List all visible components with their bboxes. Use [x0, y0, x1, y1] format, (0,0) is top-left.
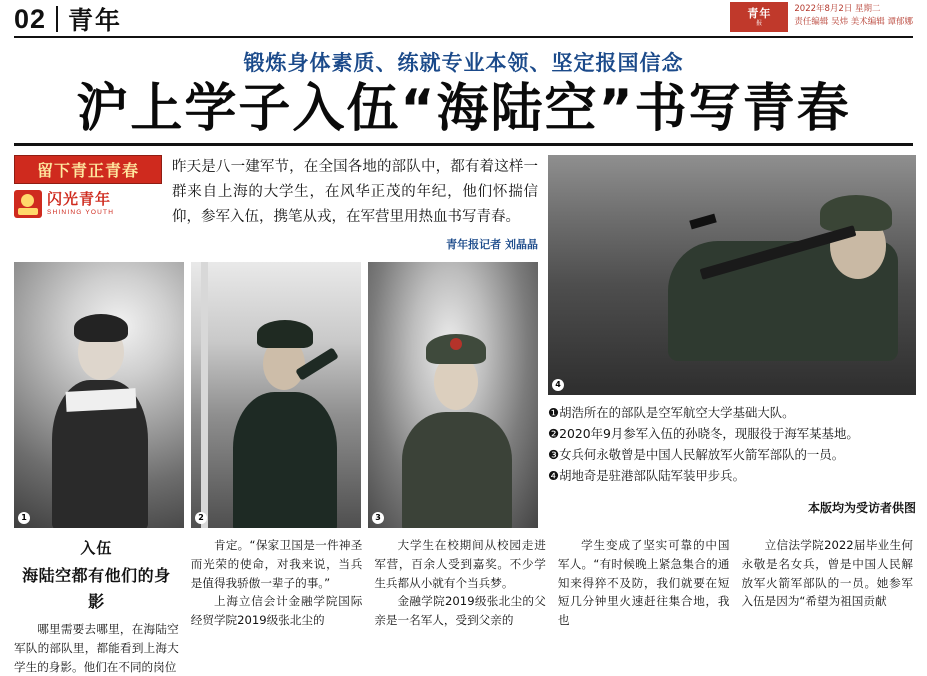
- shining-youth-badge: [14, 190, 160, 218]
- photo-3-cap-badge: [450, 338, 462, 350]
- upper-section: [14, 155, 916, 528]
- subsection-title: [14, 536, 179, 615]
- photo-credit: 本版均为受访者供图: [807, 500, 916, 515]
- shining-youth-en: SHINING YOUTH: [47, 209, 115, 217]
- photo-2-cap: [257, 320, 313, 348]
- article-column-4: [558, 536, 730, 676]
- column-3-paragraph-1: 大学生在校期间从校园走进军营，百余人受到嘉奖。不少学生兵都从小就有个当兵梦。: [374, 537, 546, 590]
- subsection-title-line2: 海陆空都有他们的身影: [22, 566, 171, 612]
- shining-youth-icon: [14, 190, 42, 218]
- article-column-5: [741, 536, 913, 676]
- column-2-paragraph-1: 肯定。“保家卫国是一件神圣而光荣的使命，对我来说，当兵是值得我骄傲一辈子的事。”: [190, 537, 363, 590]
- article-columns: [14, 536, 913, 676]
- photo-2-figure: [233, 392, 337, 528]
- photo-strip: [14, 262, 538, 528]
- logo-main-text: 青年: [747, 6, 772, 20]
- column-badge: 留下青正青春: [14, 155, 162, 184]
- badge-group: [14, 155, 160, 218]
- column-1-paragraph-1: 哪里需要去哪里，在海陆空军队的部队里，都能看到上海大学生的身影。他们在不同的岗位: [14, 622, 179, 674]
- caption-item-4: ❹胡地奇是驻港部队陆军装甲步兵。: [548, 468, 745, 484]
- byline: 青年报记者 刘晶晶: [446, 237, 538, 251]
- article-column-1: [14, 536, 179, 676]
- article-column-3: [374, 536, 546, 676]
- subsection-title-line1: 入伍: [80, 538, 113, 557]
- photo-1: [14, 262, 184, 528]
- headline-rule: [14, 143, 913, 146]
- caption-item-2: ❷2020年9月参军入伍的孙晓冬，现服役于海军某基地。: [548, 426, 859, 442]
- logo-sub-text: 报: [756, 20, 763, 27]
- photo-3-number: 3: [372, 512, 384, 524]
- masthead-divider: [56, 6, 58, 32]
- article-column-2: [191, 536, 363, 676]
- photo-2: [191, 262, 361, 528]
- photo-1-number: 1: [18, 512, 30, 524]
- photo-1-collar: [66, 388, 137, 412]
- column-5-paragraph-1: 立信法学院2022届毕业生何永敬是名女兵，曾是中国人民解放军火箭军部队的一员。她参军入伍是因为“希望为祖国贡献: [741, 537, 914, 609]
- photo-1-hair: [74, 314, 128, 342]
- upper-right-column: [548, 155, 916, 515]
- photo-captions: [548, 403, 916, 486]
- headline-main: 沪上学子入伍“海陆空”书写青春: [76, 79, 851, 139]
- column-3-paragraph-2: 金融学院2019级张北尘的父亲是一名军人，受到父亲的: [374, 594, 546, 628]
- caption-item-1: ❶胡浩所在的部队是空军航空大学基础大队。: [548, 405, 795, 421]
- masthead-right: [730, 2, 913, 32]
- masthead-rule: [14, 36, 913, 38]
- column-4-paragraph-1: 学生变成了坚实可靠的中国军人。“有时候晚上紧急集合的通知来得猝不及防，我们就要在短短几分钟里火速赶往集合地，我也: [557, 537, 730, 628]
- photo-2-number: 2: [195, 512, 207, 524]
- shining-youth-words: [47, 192, 114, 216]
- editor-credits: 责任编辑 吴炜 美术编辑 谭郁娜: [794, 16, 913, 27]
- photo-2-flagpole: [201, 262, 208, 528]
- lede-block: [172, 155, 538, 252]
- masthead-meta: [794, 2, 913, 29]
- section-title: 青年: [68, 6, 123, 35]
- caption-item-3: ❸女兵何永敬曾是中国人民解放军火箭军部队的一员。: [548, 447, 845, 463]
- masthead: [14, 0, 913, 38]
- photo-3-figure: [402, 412, 512, 528]
- issue-date: 2022年8月2日 星期二: [794, 4, 881, 14]
- photo-4-number: 4: [552, 379, 564, 391]
- column-2-paragraph-2: 上海立信会计金融学院国际经贸学院2019级张北尘的: [190, 594, 363, 628]
- photo-4: [548, 155, 916, 395]
- photo-4-helmet: [820, 195, 892, 231]
- photo-3: [368, 262, 538, 528]
- shining-youth-cn: 闪光青年: [47, 190, 112, 209]
- lede-paragraph: 昨天是八一建军节，在全国各地的部队中，都有着这样一群来自上海的大学生，在风华正茂的年纪，他们怀揣信仰，参军入伍，携笔从戎，在军营里用热血书写青春。: [172, 159, 538, 226]
- upper-left-column: [14, 155, 538, 528]
- newspaper-logo: [730, 2, 788, 32]
- headline-kicker: 锻炼身体素质、练就专业本领、坚定报国信念: [243, 51, 684, 75]
- page-number: 02: [14, 3, 47, 34]
- lede-row: [14, 155, 538, 252]
